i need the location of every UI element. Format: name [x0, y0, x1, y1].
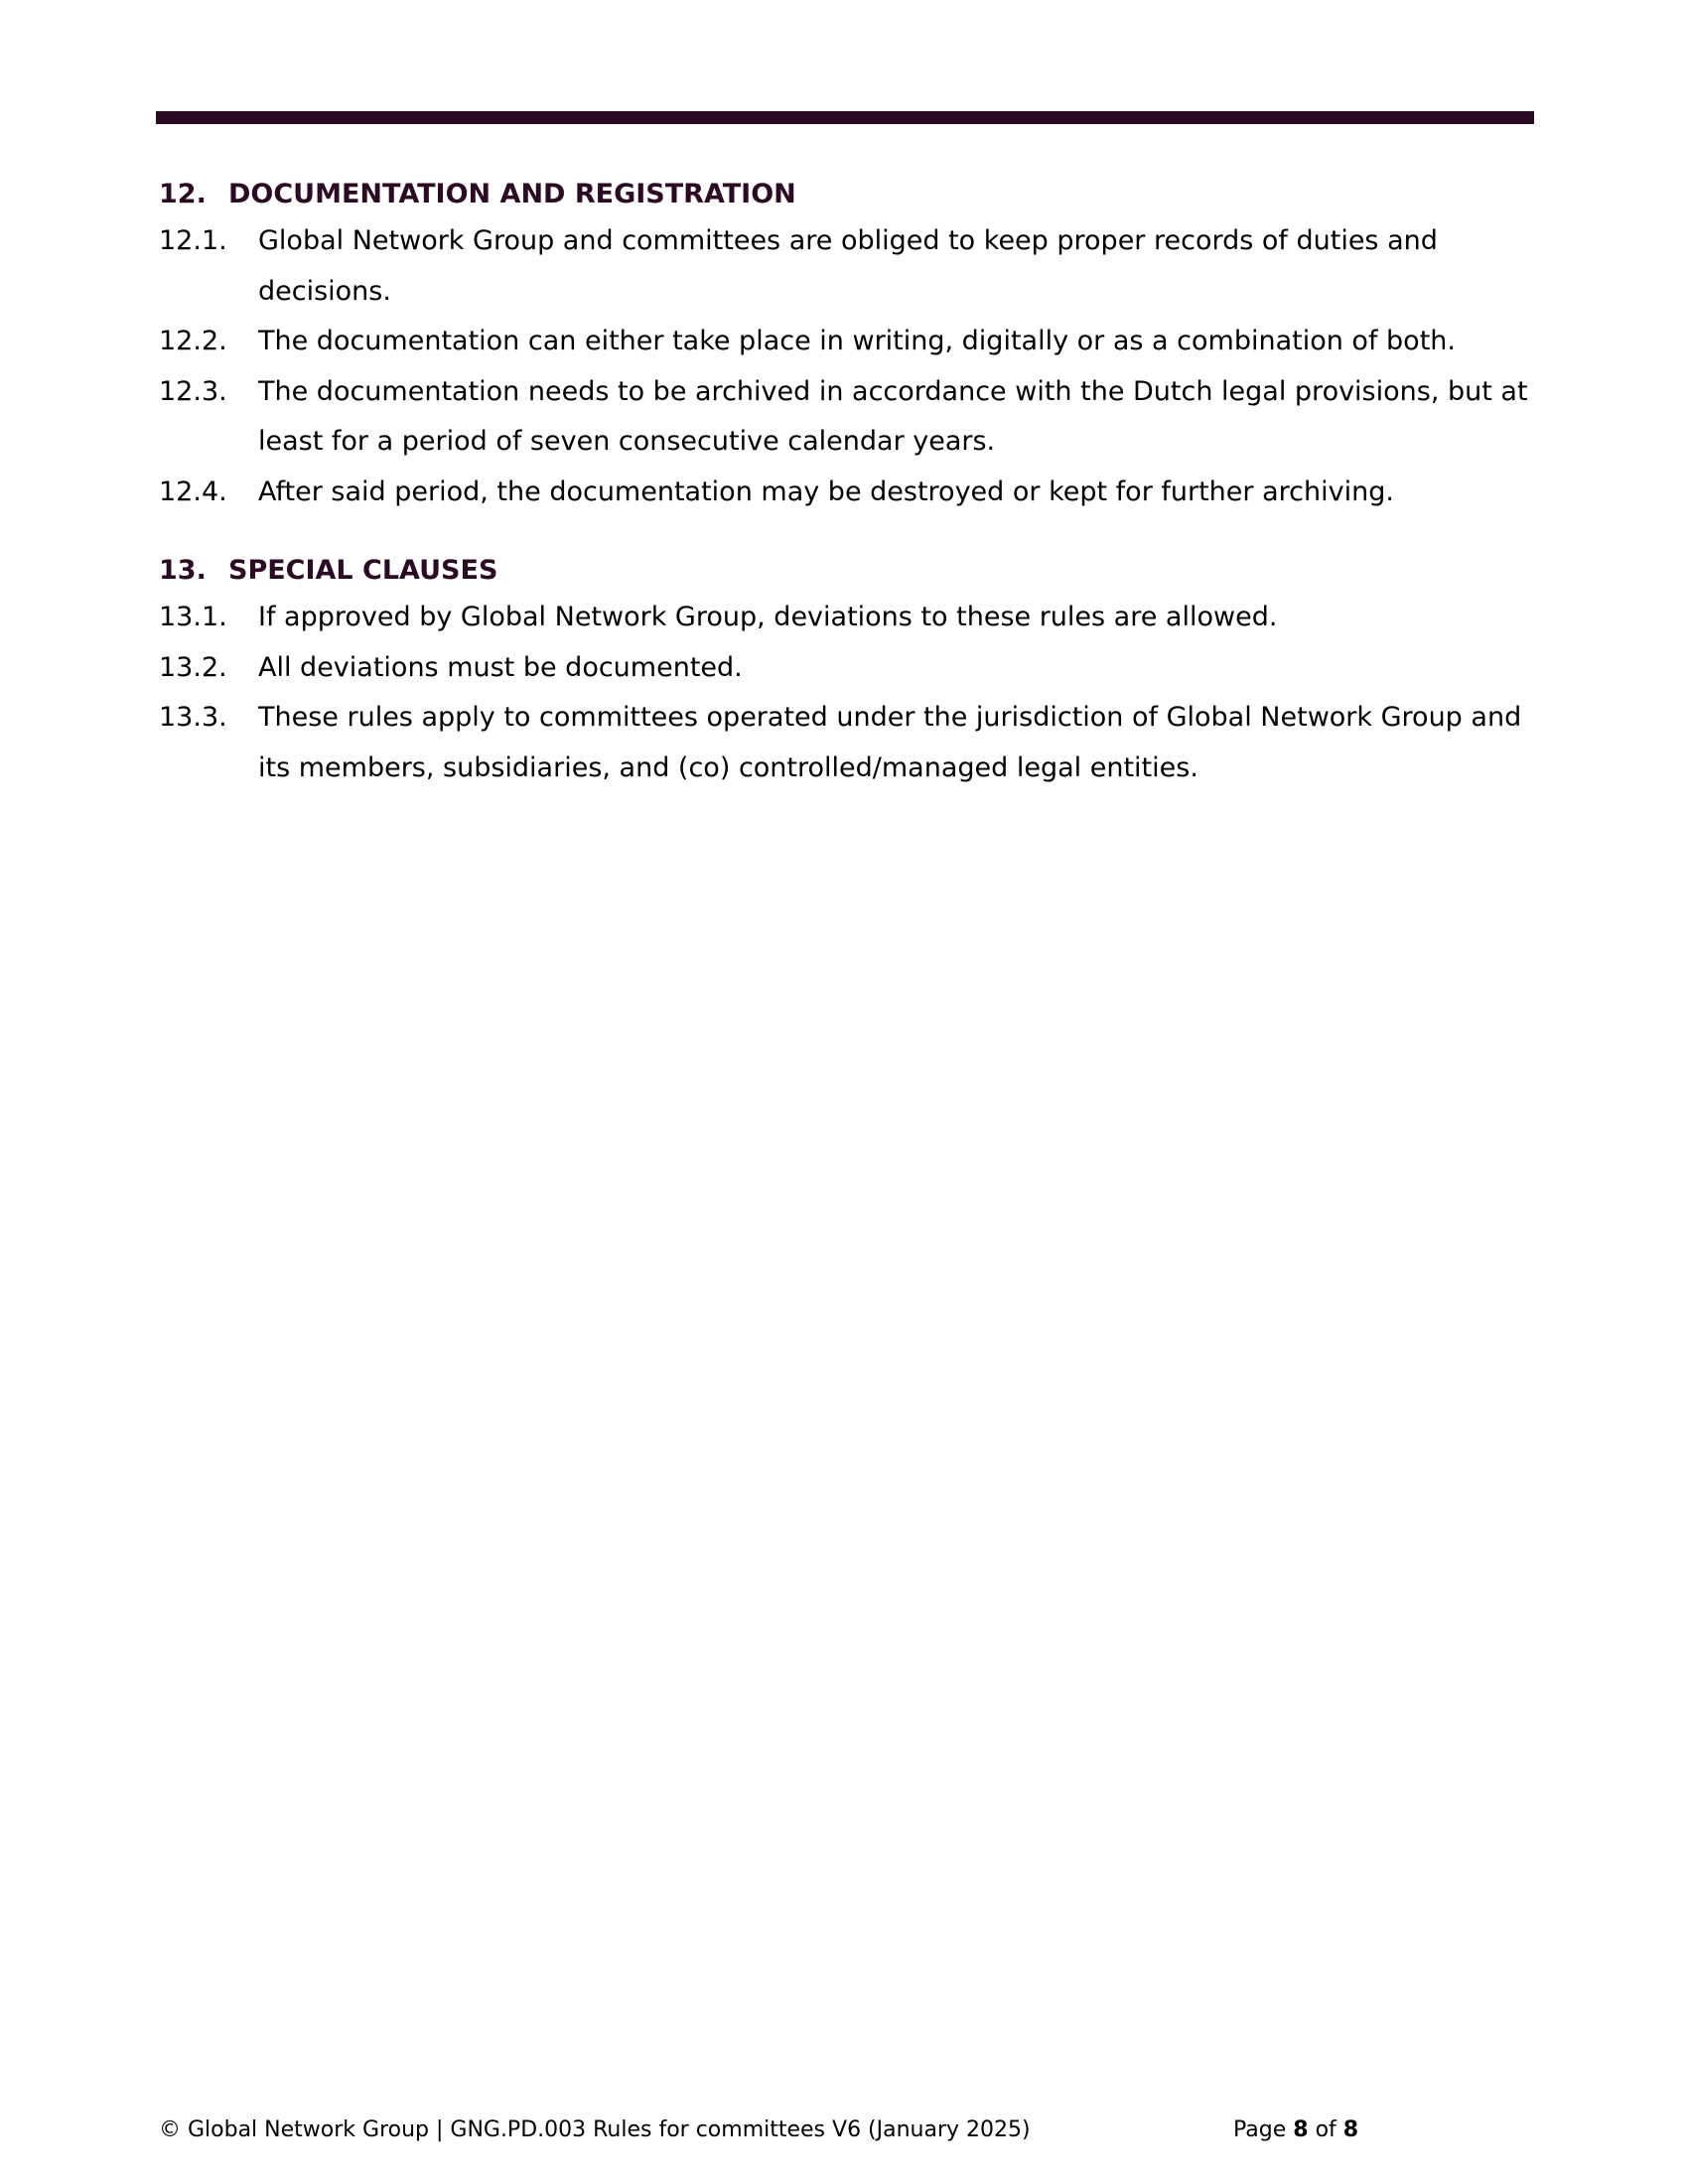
clause-12-3: [159, 367, 1539, 468]
page-number: [1233, 2116, 1358, 2145]
section-documentation-registration: [159, 173, 1539, 517]
clause-text: After said period, the documentation may be destroyed or kept for further archiving.: [258, 476, 1394, 507]
section-number: 12.: [159, 179, 207, 209]
page-current: 8: [1293, 2117, 1309, 2142]
section-special-clauses: [159, 549, 1539, 793]
header-rule: [156, 111, 1534, 124]
clause-13-3: [159, 693, 1539, 793]
clause-text: All deviations must be documented.: [258, 651, 743, 683]
clause-number: 12.2.: [159, 326, 227, 356]
clause-text: These rules apply to committees operated under the jurisdiction of Global Network Group and its members, subsidiaries, and (co) controlled/managed legal entities.: [258, 702, 1522, 783]
section-title: SPECIAL CLAUSES: [228, 555, 498, 586]
clause-number: 12.3.: [159, 375, 227, 407]
clause-number: 13.2.: [159, 651, 227, 683]
clause-text: The documentation needs to be archived in accordance with the Dutch legal provisions, but at least for a period of seven consecutive calendar years.: [258, 375, 1528, 457]
clause-12-1: [159, 216, 1539, 317]
clause-text: The documentation can either take place in writing, digitally or as a combination of both.: [258, 326, 1456, 356]
page-total: 8: [1342, 2117, 1359, 2142]
clause-text: If approved by Global Network Group, deviations to these rules are allowed.: [258, 602, 1278, 632]
clause-12-4: [159, 468, 1539, 518]
clause-text: Global Network Group and committees are obliged to keep proper records of duties and decisions.: [258, 225, 1438, 307]
clause-12-2: [159, 317, 1539, 367]
clause-number: 13.1.: [159, 602, 227, 632]
clause-number: 12.1.: [159, 225, 227, 256]
document-body: [159, 173, 1539, 825]
clause-number: 13.3.: [159, 702, 227, 733]
footer-copyright: © Global Network Group | GNG.PD.003 Rules for committees V6 (January 2025): [159, 2117, 1031, 2142]
section-heading: [159, 173, 1539, 216]
page-label: Page: [1233, 2117, 1287, 2142]
clause-number: 12.4.: [159, 476, 227, 507]
section-title: DOCUMENTATION AND REGISTRATION: [228, 179, 796, 209]
page-of: of: [1315, 2117, 1336, 2142]
clause-13-1: [159, 593, 1539, 643]
clause-13-2: [159, 643, 1539, 694]
section-number: 13.: [159, 555, 207, 586]
section-heading: [159, 549, 1539, 593]
